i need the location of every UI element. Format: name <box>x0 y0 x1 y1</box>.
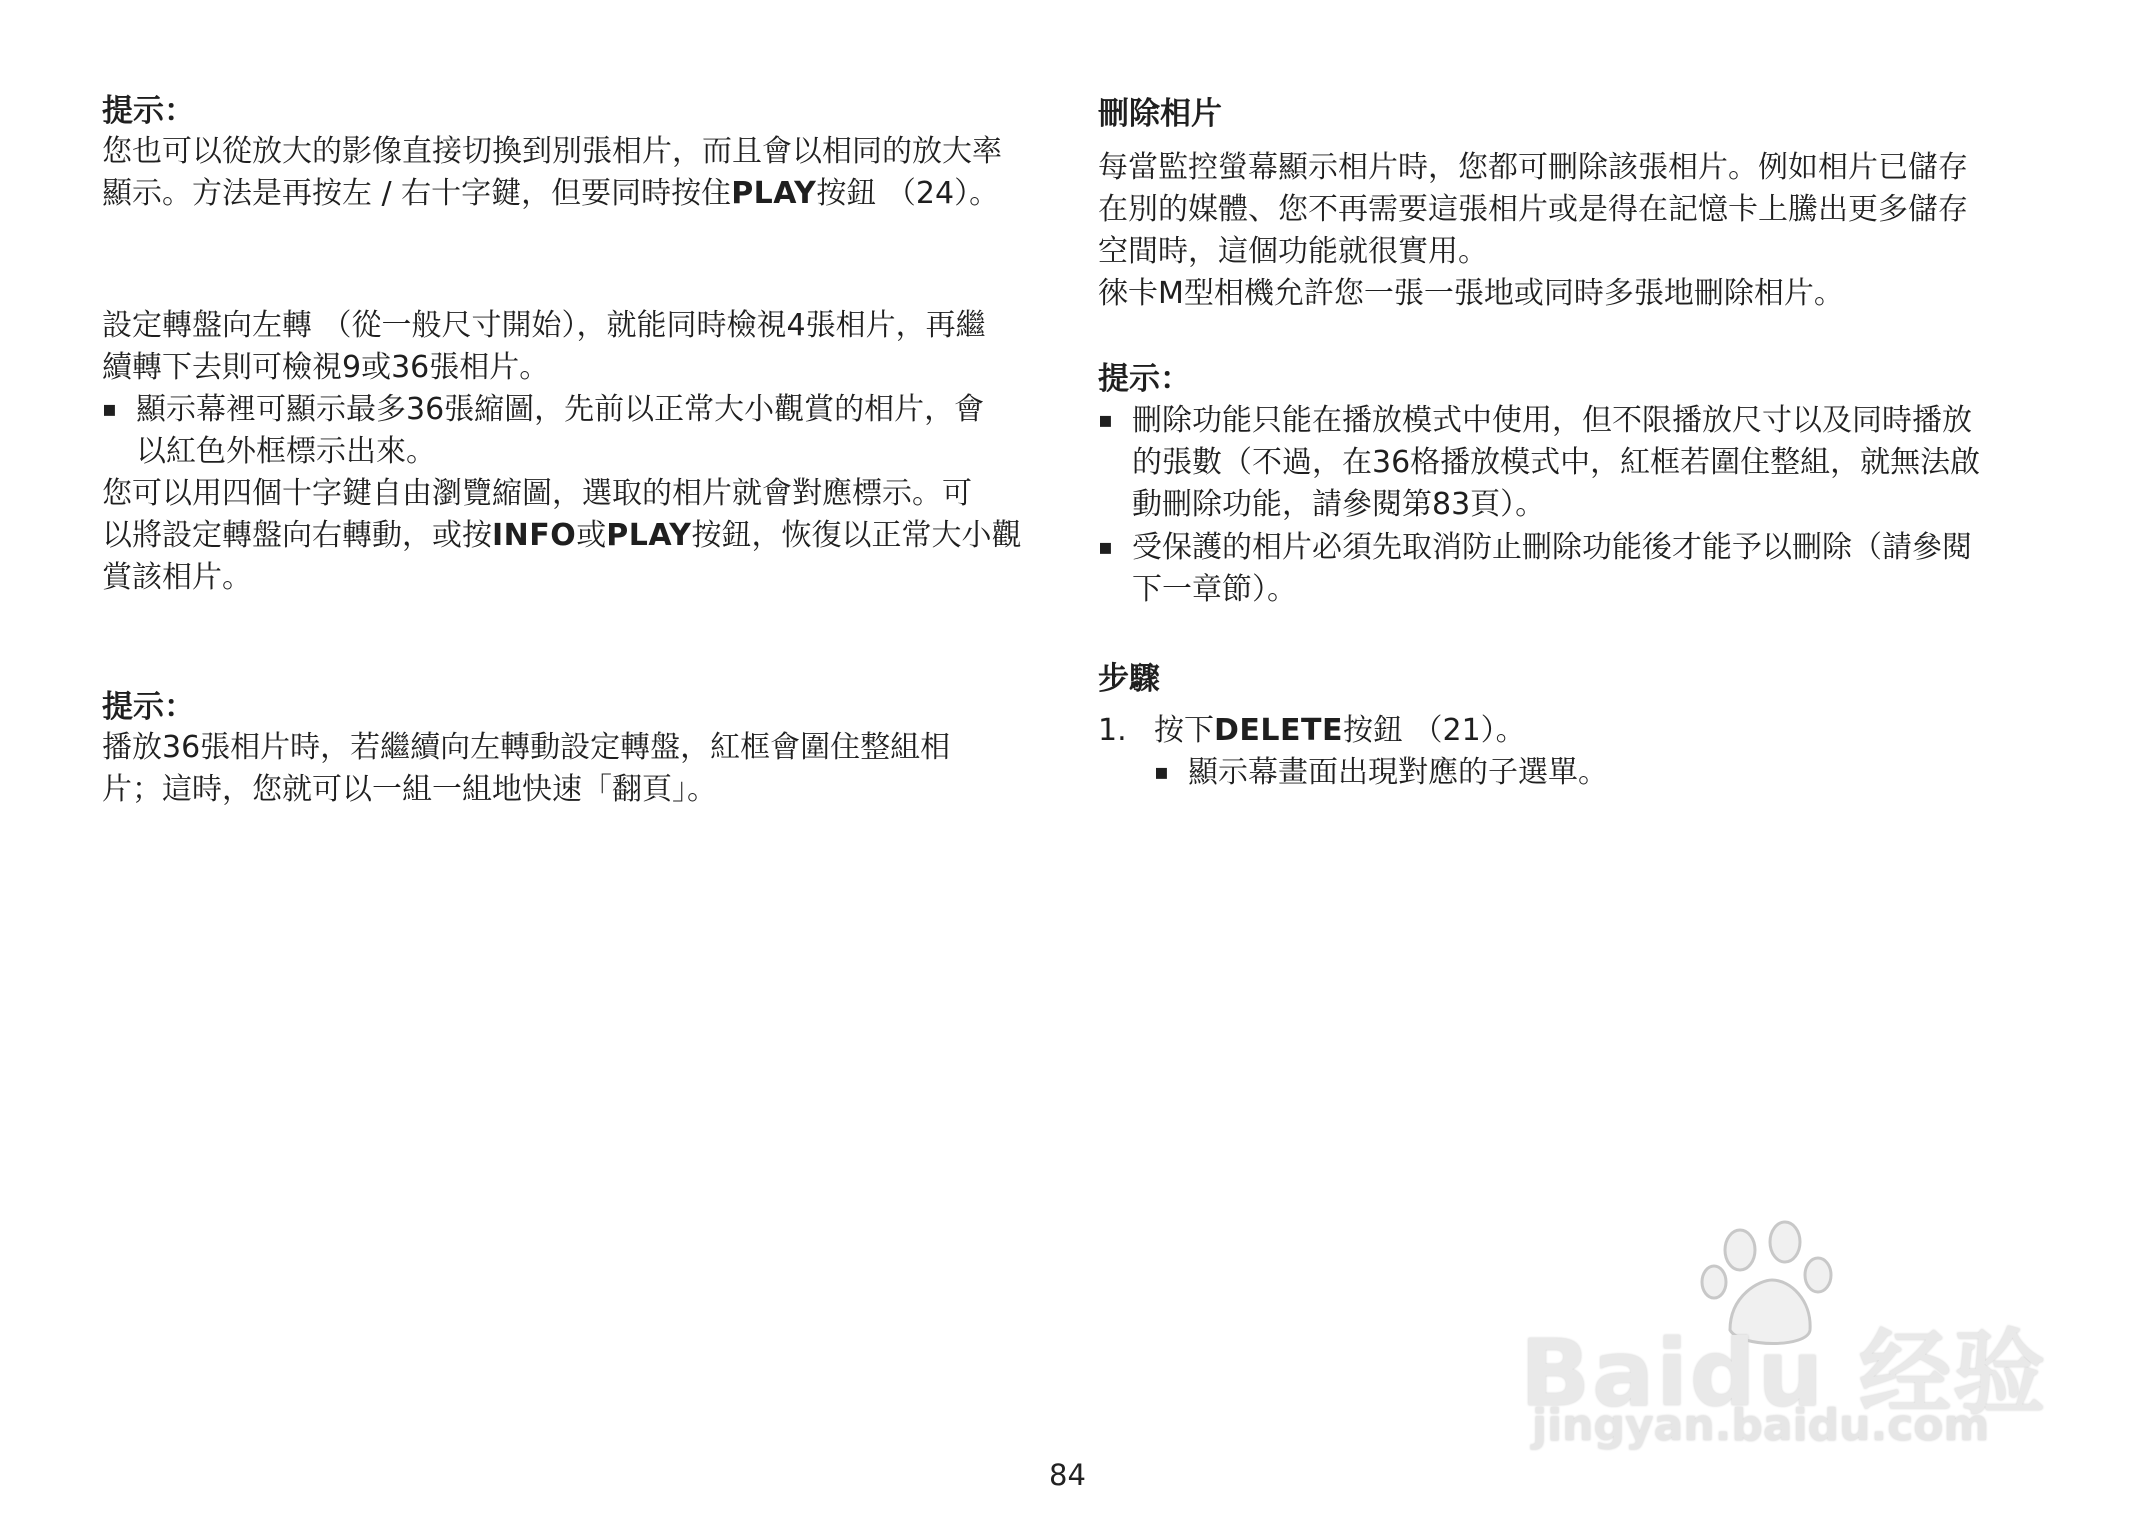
info-keyword: INFO <box>492 518 577 553</box>
tip2-heading: 提示： <box>102 689 195 725</box>
play-keyword: PLAY <box>606 518 692 553</box>
play-keyword: PLAY <box>731 176 817 211</box>
para2-line-2: 以將設定轉盤向右轉動，或按INFO或PLAY按鈕，恢復以正常大小觀 <box>102 518 1022 553</box>
tip1-line-2: 顯示。方法是再按左 / 右十字鍵，但要同時按住PLAY按鈕 （24）。 <box>102 176 1000 211</box>
delete-line-2: 在別的媒體、您不再需要這張相片或是得在記憶卡上騰出更多儲存 <box>1098 192 1968 227</box>
tip2-body <box>102 727 950 811</box>
bullet-mark: ▪ <box>1098 535 1113 560</box>
thumbnail-paragraph <box>102 305 986 389</box>
tip1-heading: 提示： <box>102 93 195 129</box>
bullet-mark: ▪ <box>1154 760 1169 785</box>
baidu-watermark <box>1520 1220 2048 1460</box>
para2-line-3: 賞該相片。 <box>102 560 252 595</box>
bullet-text: 顯示幕畫面出現對應的子選單。 <box>1188 755 1608 790</box>
bullet-text: 刪除功能只能在播放模式中使用，但不限播放尺寸以及同時播放 的張數（不過，在36格播放模式中，紅框若圍住整組，就無法啟 動刪除功能，請參閱第83頁）。 <box>1132 403 1981 522</box>
page-number: 84 <box>1049 1458 1086 1492</box>
thumbnail-bullet <box>102 389 1037 473</box>
step-text: 按下DELETE按鈕 （21）。 <box>1154 713 1526 748</box>
para1-line-1: 設定轉盤向左轉 （從一般尺寸開始），就能同時檢視4張相片，再繼 <box>102 308 986 343</box>
step-number: 1. <box>1098 713 1127 748</box>
para1-line-2: 續轉下去則可檢視9或36張相片。 <box>102 350 550 385</box>
watermark-url: jingyan.baidu.com <box>1532 1400 1990 1451</box>
para2-line-1: 您可以用四個十字鍵自由瀏覽縮圖，選取的相片就會對應標示。可 <box>102 476 972 511</box>
bullet-text: 顯示幕裡可顯示最多36張縮圖，先前以正常大小觀賞的相片，會 以紅色外框標示出來。 <box>136 392 985 469</box>
tip1-body <box>102 131 1002 215</box>
tip3-heading: 提示： <box>1098 361 1191 397</box>
delete-line-3: 空間時，這個功能就很實用。 <box>1098 234 1488 269</box>
tip2-line-1: 播放36張相片時，若繼續向左轉動設定轉盤，紅框會圍住整組相 <box>102 730 951 765</box>
bullet-mark: ▪ <box>1098 408 1113 433</box>
delete-line-1: 每當監控螢幕顯示相片時，您都可刪除該張相片。例如相片已儲存 <box>1098 150 1968 185</box>
delete-body <box>1098 147 1968 315</box>
tip1-line-1: 您也可以從放大的影像直接切換到別張相片，而且會以相同的放大率 <box>102 134 1002 169</box>
watermark-logo: Baidu 经验 <box>1520 1320 2048 1427</box>
delete-bullet-1 <box>1098 400 2033 526</box>
bullet-mark: ▪ <box>102 397 117 422</box>
delete-bullet-2 <box>1098 527 2033 611</box>
delete-heading: 刪除相片 <box>1098 96 1222 132</box>
tip2-line-2: 片；這時，您就可以一組一組地快速「翻頁」。 <box>102 772 717 807</box>
step-1-sub-bullet <box>1154 752 2024 794</box>
browse-paragraph <box>102 473 1021 599</box>
bullet-text: 受保護的相片必須先取消防止刪除功能後才能予以刪除（請參閱 下一章節）。 <box>1132 530 1972 607</box>
delete-line-4: 徠卡M型相機允許您一張一張地或同時多張地刪除相片。 <box>1098 276 1844 311</box>
steps-heading: 步驟 <box>1098 661 1160 697</box>
delete-keyword: DELETE <box>1214 713 1343 748</box>
